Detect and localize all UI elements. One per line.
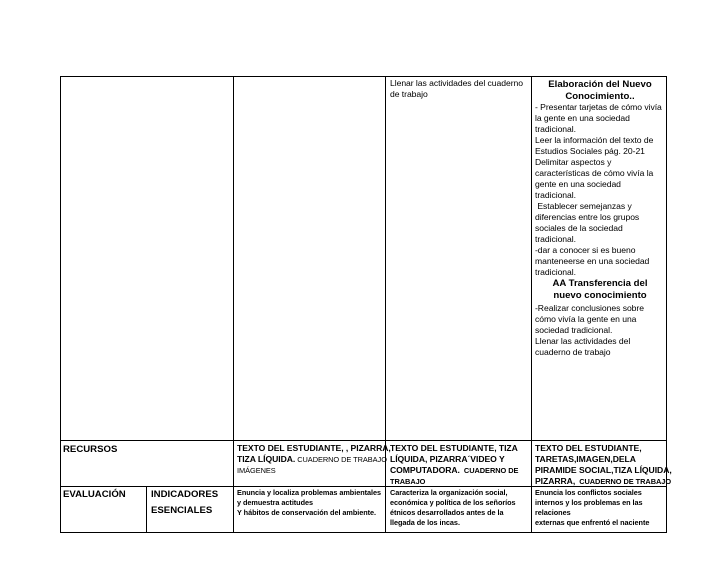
evaluacion-e-line: Enuncia los conflictos sociales <box>535 488 642 497</box>
evaluacion-col-e <box>535 488 666 528</box>
elaboration-line: manteneerse en una sociedad <box>535 256 650 266</box>
recursos-c-line-2-tail: CUADERNO DE TRABAJO <box>295 455 387 464</box>
col-divider-c <box>233 76 234 532</box>
table-top-border <box>60 76 667 77</box>
evaluacion-c-line: Y hábitos de conservación del ambiente. <box>237 508 377 517</box>
elaboration-line: diferencias entre los grupos <box>535 212 640 222</box>
transfer-line: Llenar las actividades del <box>535 336 631 346</box>
elaboration-line: sociales de la sociedad <box>535 223 623 233</box>
evaluacion-col-c <box>237 488 384 518</box>
elaboration-line: tradicional. <box>535 190 576 200</box>
recursos-col-d <box>390 443 530 487</box>
recursos-e-line-3: PIRAMIDE SOCIAL,TIZA LÍQUIDA, <box>535 465 672 475</box>
evaluacion-e-line: externas que enfrentó el naciente <box>535 518 650 527</box>
activities-cell <box>390 78 530 100</box>
elaboration-line: tradicional. <box>535 234 576 244</box>
col-divider-b <box>146 486 147 532</box>
recursos-d-line-2: LÍQUIDA, PIZARRA´VIDEO Y <box>390 454 505 464</box>
elaboration-line: Establecer semejanzas y <box>535 201 632 211</box>
elaboration-line: -dar a conocer si es bueno <box>535 245 636 255</box>
recursos-d-line-4: TRABAJO <box>390 477 426 486</box>
recursos-d-line-1: TEXTO DEL ESTUDIANTE, TIZA <box>390 443 518 453</box>
evaluacion-col-d <box>390 488 530 528</box>
elaboration-line: Leer la información del texto de <box>535 135 654 145</box>
elaboration-line: - Presentar tarjetas de cómo vivía <box>535 102 662 112</box>
recursos-col-e <box>535 443 672 487</box>
transfer-heading: AA Transferencia del nuevo conocimiento <box>552 278 648 301</box>
elaboration-line: la gente en una sociedad <box>535 113 630 123</box>
elaboration-line: tradicional. <box>535 124 576 134</box>
evaluacion-d-line: Caracteriza la organización social, <box>390 488 508 497</box>
recursos-e-line-2: TARETAS,IMAGEN,DELA <box>535 454 636 464</box>
evaluacion-d-line: económica y política de los señoríos <box>390 498 516 507</box>
activities-line-1: Llenar las actividades del cuaderno <box>390 78 523 88</box>
recursos-e-line-4-tail: CUADERNO DE TRABAJO <box>575 477 672 486</box>
evaluacion-e-line: relaciones <box>535 508 571 517</box>
transfer-line: -Realizar conclusiones sobre <box>535 303 644 313</box>
recursos-c-line-2-bold: TIZA LÍQUIDA. <box>237 454 296 464</box>
evaluacion-label: EVALUACIÓN <box>63 489 126 500</box>
recursos-d-line-3-bold: COMPUTADORA. <box>390 465 460 475</box>
recursos-label: RECURSOS <box>63 444 118 455</box>
elaboration-body <box>535 102 669 278</box>
recursos-c-line-3: IMÁGENES <box>237 466 276 475</box>
recursos-e-line-4-bold: PIZARRA, <box>535 476 576 486</box>
elaboration-line: gente en una sociedad <box>535 179 621 189</box>
recursos-d-line-3-tail: CUADERNO DE <box>459 466 519 475</box>
evaluacion-c-line: Enuncia y localiza problemas ambientales <box>237 488 381 497</box>
indicadores-line-1: INDICADORES <box>151 489 219 500</box>
elaboration-line: tradicional. <box>535 267 576 277</box>
process-cell <box>535 79 665 356</box>
evaluacion-c-line: y demuestra actitudes <box>237 498 314 507</box>
elaboration-line: características de cómo vivía la <box>535 168 654 178</box>
recursos-col-c <box>237 443 391 476</box>
activities-line-2: de trabajo <box>390 89 428 99</box>
row-divider-recursos <box>60 440 667 441</box>
transfer-line: cuaderno de trabajo <box>535 347 611 357</box>
evaluacion-d-line: llegada de los incas. <box>390 518 460 527</box>
elaboration-line: Estudios Sociales pág. 20-21 <box>535 146 645 156</box>
evaluacion-d-line: étnicos desarrollados antes de la <box>390 508 504 517</box>
transfer-body <box>535 303 669 358</box>
evaluacion-e-line: internos y los problemas en las <box>535 498 643 507</box>
elaboration-line: Delimitar aspectos y <box>535 157 612 167</box>
indicadores-label <box>151 487 218 519</box>
table-left-border <box>60 76 61 532</box>
recursos-e-line-1: TEXTO DEL ESTUDIANTE, <box>535 443 642 453</box>
table-bottom-border <box>60 532 667 533</box>
transfer-line: cómo vivía la gente en una <box>535 314 637 324</box>
elaboration-heading: Elaboración del Nuevo Conocimiento.. <box>548 79 652 102</box>
col-divider-e <box>531 76 532 532</box>
transfer-line: sociedad tradicional. <box>535 325 613 335</box>
recursos-c-line-1: TEXTO DEL ESTUDIANTE, , PIZARRA, <box>237 443 391 453</box>
indicadores-line-2: ESENCIALES <box>151 505 213 516</box>
